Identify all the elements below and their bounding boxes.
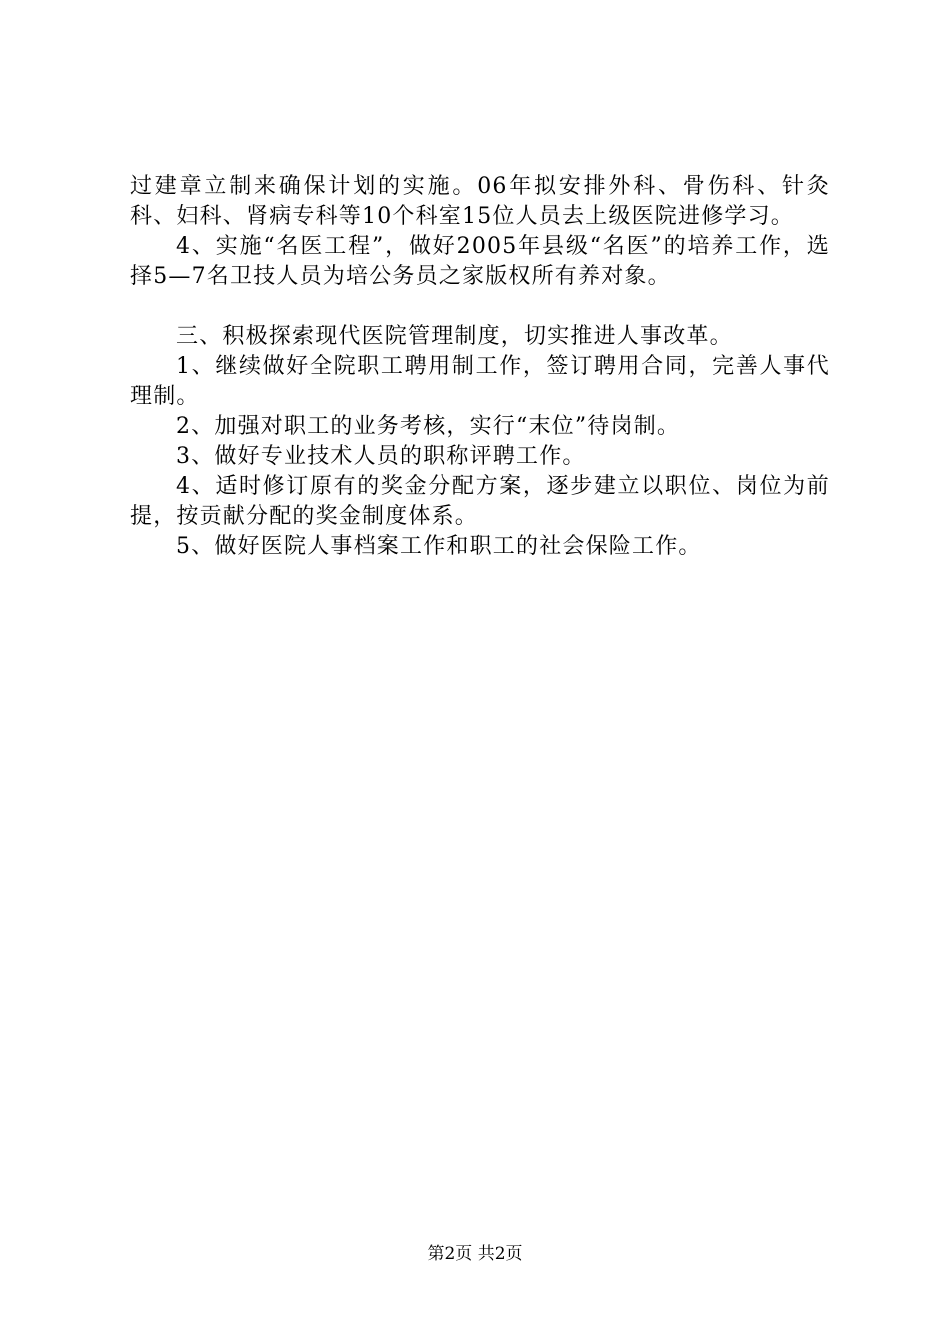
paragraph-item-1: 1、继续做好全院职工聘用制工作，签订聘用合同，完善人事代理制。 [130, 354, 830, 409]
paragraph-spacer [130, 292, 830, 322]
paragraph-item-2: 2、加强对职工的业务考核，实行“末位”待岗制。 [176, 414, 681, 439]
paragraph-continuation: 过建章立制来确保计划的实施。06年拟安排外科、骨伤科、针灸科、妇科、肾病专科等10个科室15位人员去上级医院进修学习。 [130, 174, 830, 229]
paragraph-item-5: 5、做好医院人事档案工作和职工的社会保险工作。 [176, 534, 702, 559]
paragraph-item-4-famous-doctor: 4、实施“名医工程”，做好2005年县级“名医”的培养工作，选择5—7名卫技人员为培公务员之家版权所有养对象。 [130, 234, 830, 289]
page-footer: 第2页 共2页 [427, 1244, 523, 1264]
paragraph-item-3: 3、做好专业技术人员的职称评聘工作。 [176, 444, 586, 469]
document-body [130, 172, 830, 562]
section-heading-3: 三、积极探索现代医院管理制度，切实推进人事改革。 [176, 324, 733, 349]
paragraph-item-4: 4、适时修订原有的奖金分配方案，逐步建立以职位、岗位为前提，按贡献分配的奖金制度体系。 [130, 474, 830, 529]
